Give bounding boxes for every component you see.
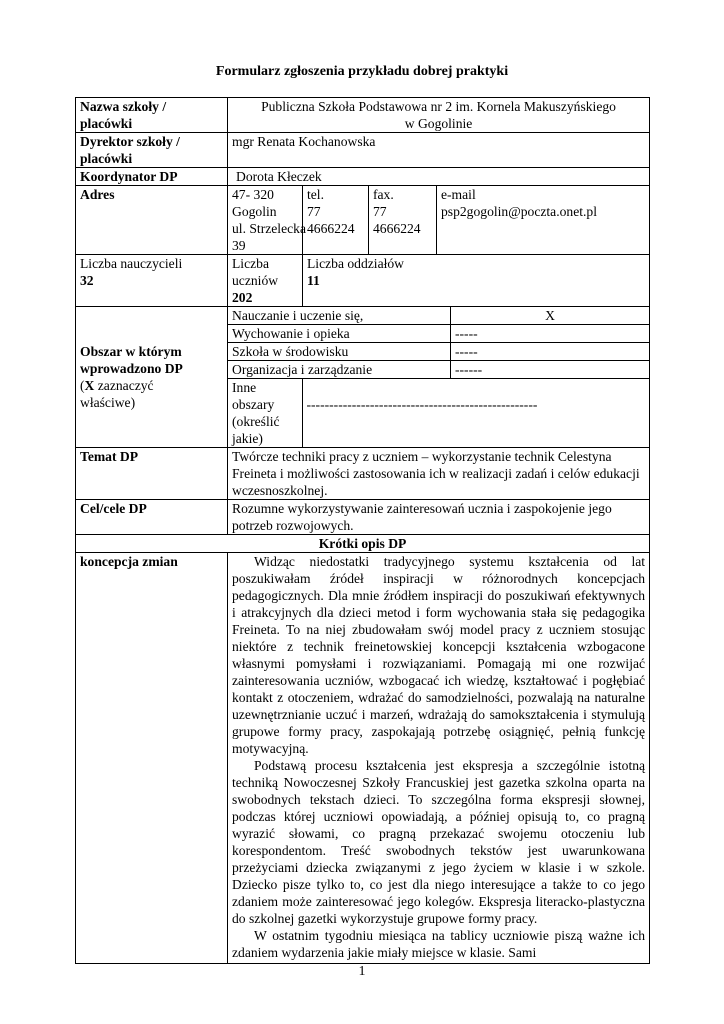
address-tel-cell: tel. 77 4666224 [303,186,369,255]
row-director [76,133,650,168]
form-table [75,97,650,964]
school-label: Nazwa szkoły / placówki [76,98,228,133]
area-label-cell: Obszar w którym wprowadzono DP (X zaznaczyć właściwe) [76,307,228,448]
director-value: mgr Renata Kochanowska [228,133,650,168]
concept-paragraph-3: W ostatnim tygodniu miesiąca na tablicy uczniowie piszą ważne ich zdaniem wydarzenia jakie miały miejsce w klasie. Sami [232,928,646,960]
area-other-cell [228,379,650,448]
concept-value [228,553,650,964]
area-other-value: --------------------------------------------------- [306,397,538,412]
area-mark-2: ----- [451,325,650,343]
director-label: Dyrektor szkoły / placówki [76,133,228,168]
classes-cell: Liczba oddziałów 11 [303,255,650,307]
concept-paragraph-1: Widząc niedostatki tradycyjnego systemu kształcenia od lat poszukiwałam źródeł inspiracji w różnorodnych koncepcjach pedagogicznych. Dla mnie źródłem inspiracji do poszukiwań efektywnych i atrakcyjnych dla dzieci metod i form wychowania stała się pedagogika Freineta. To na niej zbudowałam swój model pracy z uczniem stosując niektóre z technik freinetowskiej koncepcji kształcenia wzbogacone własnymi pomysłami i rozwiązaniami. Pomagają mi one rozwijać zainteresowania uczniów, wzbogacać ich wiedzę, kształtować i pogłębiać kontakt z otoczeniem, wdrażać do samodzielności, pozwalają na naturalne uzewnętrznianie uczuć i marzeń, wdrażają do samokształcenia i stymulują grupowe formy pracy, zaspokajają potrzebę osiągnięć, pełnią funkcję motywacyjną. [232,554,646,756]
goal-value: Rozumne wykorzystywanie zainteresowań ucznia i zaspokojenie jego potrzeb rozwojowych. [228,500,650,535]
topic-label: Temat DP [76,448,228,500]
page-number: 1 [358,964,366,979]
topic-value: Twórcze techniki pracy z uczniem – wykorzystanie technik Celestyna Freineta i możliwości zastosowania ich w realizacji zadań i celów edukacji wczesnoszkolnej. [228,448,650,500]
address-fax-cell: fax. 77 4666224 [369,186,437,255]
address-email-cell: e-mail psp2gogolin@poczta.onet.pl [437,186,650,255]
coordinator-label: Koordynator DP [76,168,228,186]
area-other-label: Inne obszary (określić jakie) [228,379,302,447]
area-name-1: Nauczanie i uczenie się, [228,307,451,325]
summary-header: Krótki opis DP [76,535,650,553]
row-counts [76,255,650,307]
area-row-1 [76,307,650,325]
row-coordinator [76,168,650,186]
students-cell: Liczba uczniów 202 [228,255,303,307]
form-title: Formularz zgłoszenia przykładu dobrej praktyki [215,64,509,79]
row-summary-header [76,535,650,553]
row-topic [76,448,650,500]
teachers-cell: Liczba nauczycieli 32 [76,255,228,307]
row-address [76,186,650,255]
area-name-2: Wychowanie i opieka [228,325,451,343]
area-name-4: Organizacja i zarządzanie [228,361,451,379]
address-street-cell: 47- 320 Gogolin ul. Strzelecka 39 [228,186,303,255]
row-school [76,98,650,133]
row-concept [76,553,650,964]
area-mark-3: ----- [451,343,650,361]
row-goal [76,500,650,535]
area-name-3: Szkoła w środowisku [228,343,451,361]
school-value: Publiczna Szkoła Podstawowa nr 2 im. Kornela Makuszyńskiego w Gogolinie [228,98,650,133]
area-mark-1: X [451,307,650,325]
concept-label: koncepcja zmian [76,553,228,964]
coordinator-value: Dorota Kłeczek [228,168,650,186]
concept-paragraph-2: Podstawą procesu kształcenia jest ekspresja a szczególnie istotną techniką Nowoczesnej Szkoły Francuskiej jest gazetka szkolna oparta na swobodnych tekstach dzieci. To szczególna forma ekspresji słownej, podczas której uczniowi opowiadają, a później opisują to, co pragną wyrazić słowami, co pragną przekazać swojemu otoczeniu lub korespondentom. Treść swobodnych tekstów jest uwarunkowana przeżyciami dziecka związanymi z jego życiem w klasie i w szkole. Dziecko pisze tylko to, co jest dla niego interesujące a także to co jego zdaniem może zainteresować jego kolegów. Ekspresja literacko-plastyczna do szkolnej gazetki wykorzystuje grupowe formy pracy. [232,758,646,926]
address-label: Adres [76,186,228,255]
goal-label: Cel/cele DP [76,500,228,535]
area-mark-4: ------ [451,361,650,379]
